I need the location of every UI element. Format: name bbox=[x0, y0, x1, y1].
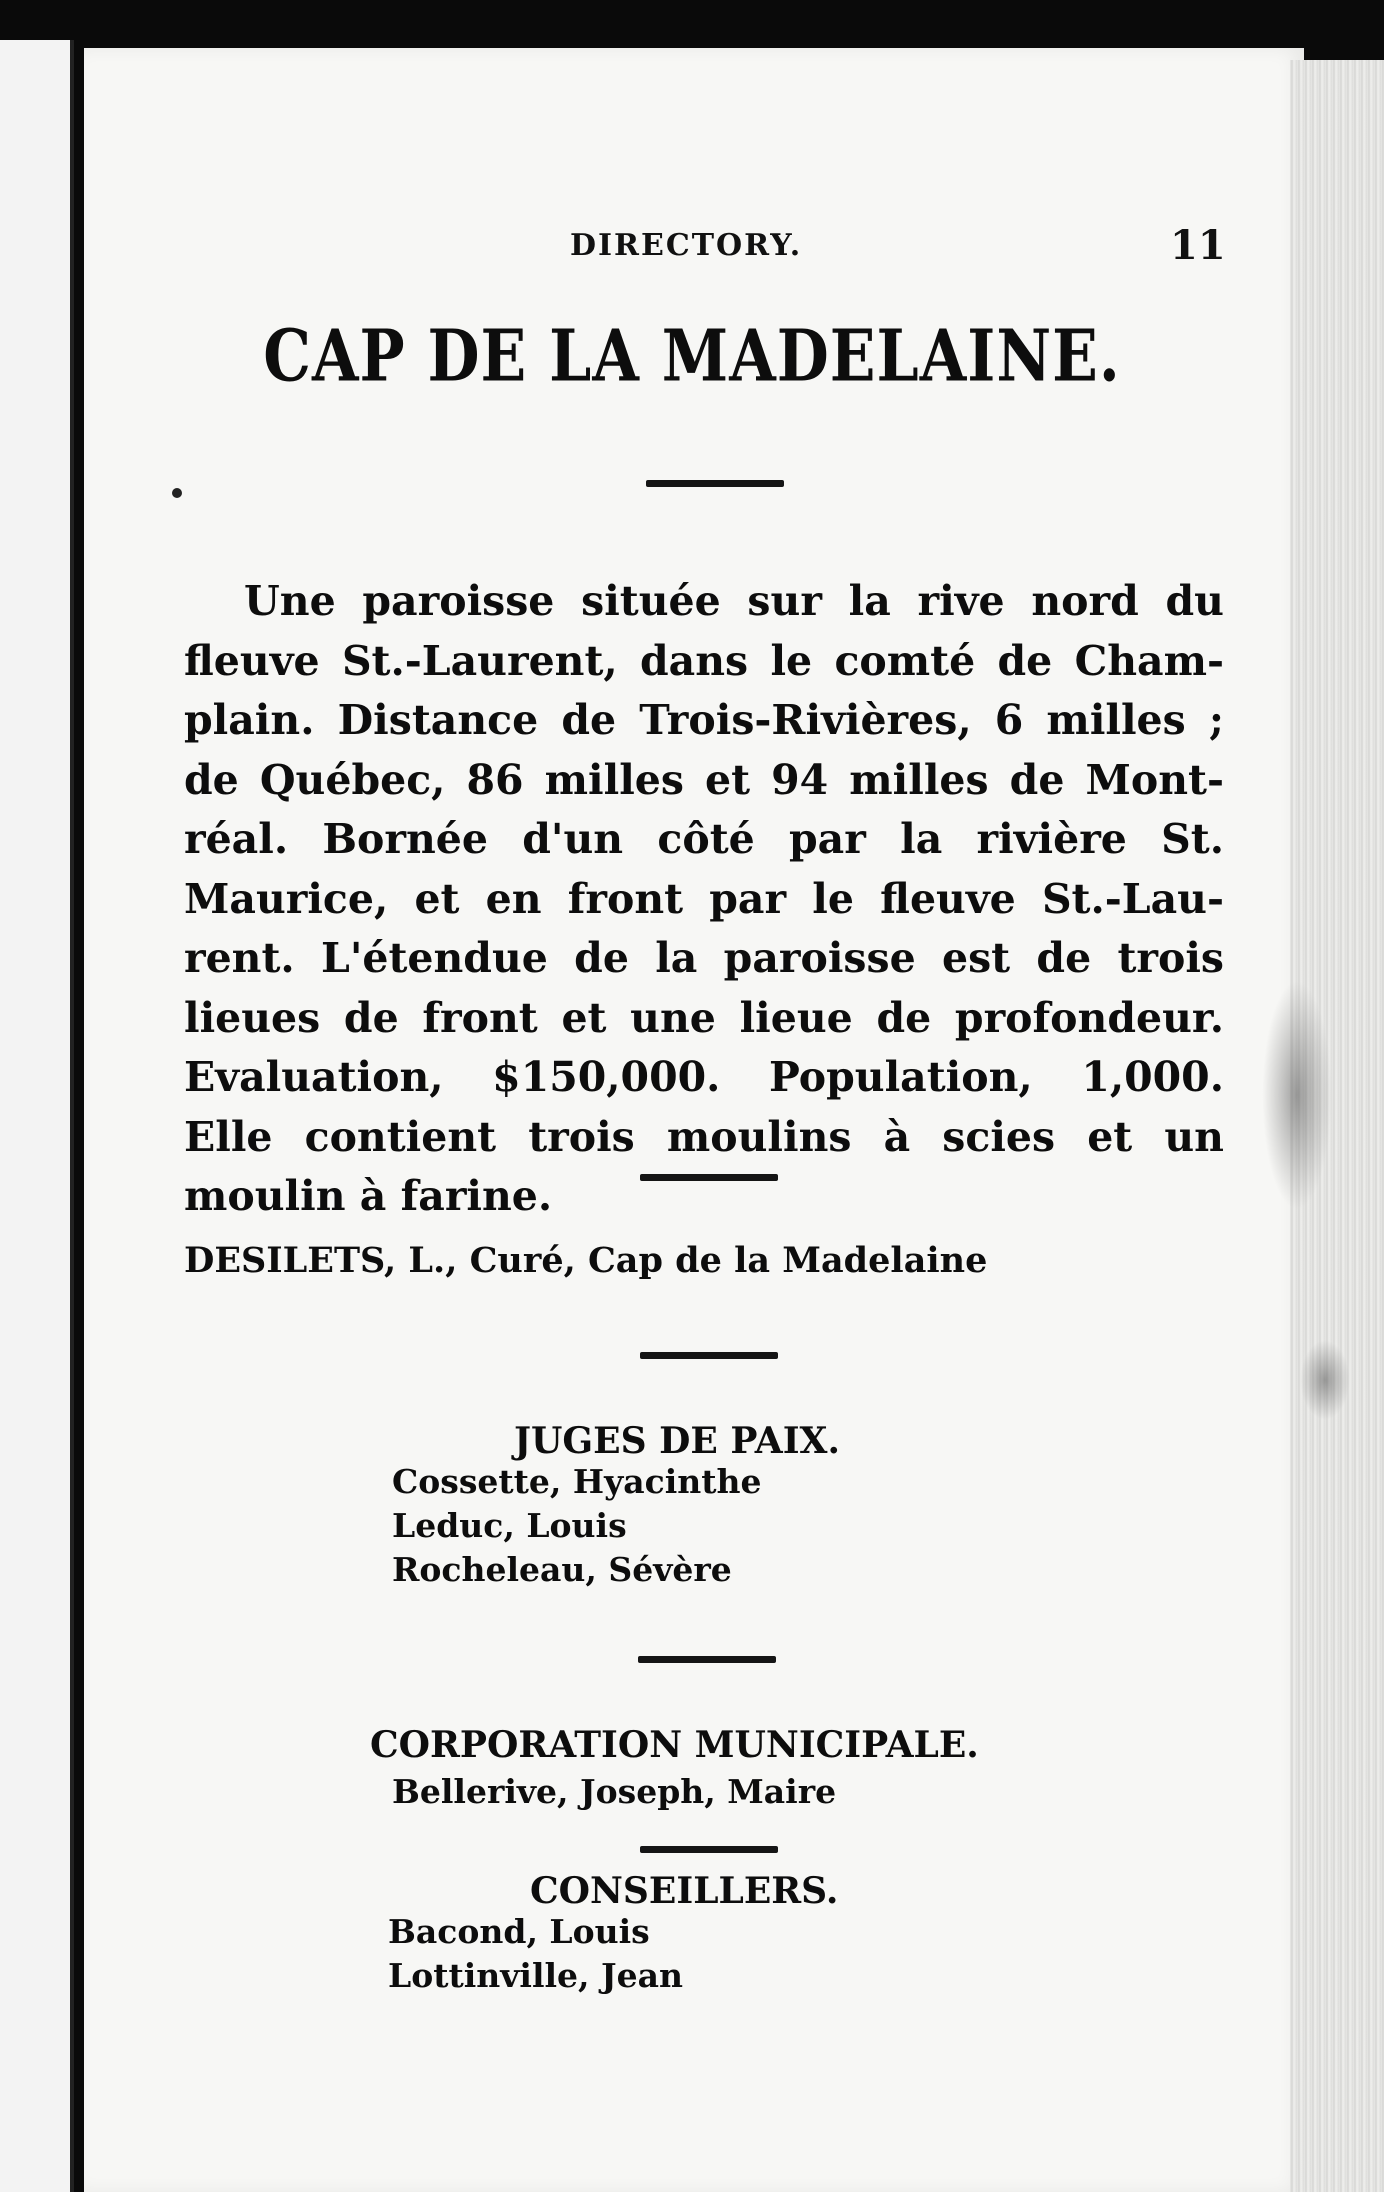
ink-smudge bbox=[1300, 1340, 1350, 1420]
conseillers-list bbox=[388, 1910, 683, 1998]
description-line: fleuve St.-Laurent, dans le comté de Cham- bbox=[184, 636, 1224, 685]
page-title: CAP DE LA MADELAINE. bbox=[263, 315, 1121, 399]
description-line: lieues de front et une lieue de profondeur. bbox=[184, 993, 1224, 1042]
divider-rule bbox=[640, 1352, 778, 1359]
juge-name: Cossette, Hyacinthe bbox=[392, 1462, 762, 1501]
ink-smudge bbox=[1262, 980, 1332, 1210]
description-line: réal. Bornée d'un côté par la rivière St. bbox=[184, 815, 1224, 863]
corporation-heading: CORPORATION MUNICIPALE. bbox=[370, 1724, 979, 1766]
parish-description bbox=[184, 572, 1224, 1227]
description-line: Maurice, et en front par le fleuve St.-Lau- bbox=[184, 874, 1224, 923]
description-line: rent. L'étendue de la paroisse est de trois bbox=[184, 934, 1224, 982]
cure-entry: DESILETS, L., Curé, Cap de la Madelaine bbox=[184, 1240, 988, 1281]
description-line: Evaluation, $150,000. Population, 1,000. bbox=[184, 1053, 1224, 1101]
divider-rule bbox=[646, 480, 784, 487]
description-line: plain. Distance de Trois-Rivières, 6 milles ; bbox=[184, 696, 1224, 744]
page-number: 11 bbox=[1170, 222, 1226, 269]
running-head: DIRECTORY. bbox=[570, 228, 803, 263]
juges-heading: JUGES DE PAIX. bbox=[514, 1420, 841, 1462]
conseiller-name: Lottinville, Jean bbox=[388, 1956, 683, 1995]
description-line: de Québec, 86 milles et 94 milles de Mont- bbox=[184, 755, 1224, 804]
juges-list bbox=[392, 1460, 761, 1592]
divider-rule bbox=[638, 1656, 776, 1663]
conseiller-name: Bacond, Louis bbox=[388, 1912, 650, 1951]
divider-rule bbox=[640, 1174, 778, 1181]
description-line: moulin à farine. bbox=[184, 1172, 553, 1220]
description-line: Elle contient trois moulins à scies et un bbox=[184, 1112, 1224, 1161]
divider-rule bbox=[640, 1846, 778, 1853]
stray-mark bbox=[172, 488, 182, 498]
conseillers-heading: CONSEILLERS. bbox=[530, 1870, 839, 1912]
corporation-list bbox=[392, 1770, 836, 1814]
juge-name: Leduc, Louis bbox=[392, 1506, 627, 1545]
corporation-name: Bellerive, Joseph, Maire bbox=[392, 1772, 837, 1811]
juge-name: Rocheleau, Sévère bbox=[392, 1550, 732, 1589]
description-line: Une paroisse située sur la rive nord du bbox=[244, 577, 1224, 625]
